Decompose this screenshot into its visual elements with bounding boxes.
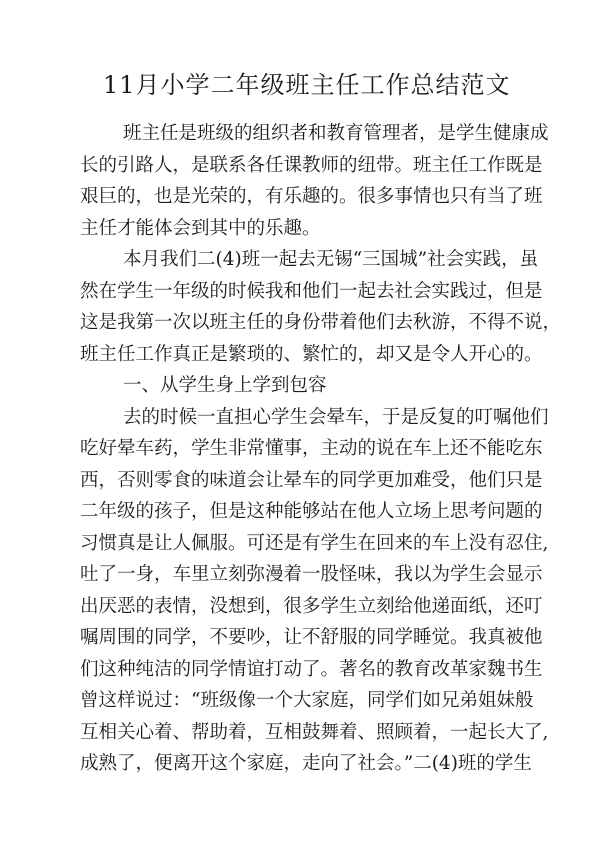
text-line: 本月我们二(4)班一起去无锡“三国城”社会实践，虽 <box>123 249 539 270</box>
paragraph-intro <box>0 118 600 244</box>
paragraph-tolerance <box>0 402 600 780</box>
paragraph-trip <box>0 244 600 370</box>
text-line: 习惯真是让人佩服。可还是有学生在回来的车上没有忍住, <box>80 532 549 554</box>
text-line: 主任才能体会到其中的乐趣。 <box>80 217 321 239</box>
text-line: 班主任工作真正是繁琐的、繁忙的，却又是令人开心的。 <box>80 343 543 365</box>
text-line: 们这种纯洁的同学情谊打动了。著名的教育改革家魏书生 <box>80 658 543 680</box>
text-line: 嘱周围的同学，不要吵，让不舒服的同学睡觉。我真被他 <box>80 627 543 648</box>
section-heading <box>0 370 600 402</box>
text-line: 吃好晕车药，学生非常懂事，主动的说在车上还不能吃东 <box>80 438 543 459</box>
text-line: 二年级的孩子，但是这种能够站在他人立场上思考问题的 <box>80 501 543 522</box>
text-line: 这是我第一次以班主任的身份带着他们去秋游，不得不说， <box>80 312 562 333</box>
document-title: 11月小学二年级班主任工作总结范文 <box>103 71 511 99</box>
section-heading-text: 一、从学生身上学到包容 <box>123 375 327 396</box>
text-line: 去的时候一直担心学生会晕车，于是反复的叮嘱他们 <box>123 406 549 428</box>
text-line: 西，否则零食的味道会让晕车的同学更加难受，他们只是 <box>80 469 543 491</box>
text-line: 然在学生一年级的时候我和他们一起去社会实践过，但是 <box>80 280 543 302</box>
text-line: 出厌恶的表情，没想到，很多学生立刻给他递面纸，还叮 <box>80 595 543 617</box>
text-line: 艰巨的，也是光荣的，有乐趣的。很多事情也只有当了班 <box>80 186 543 207</box>
text-line: 吐了一身，车里立刻弥漫着一股怪味，我以为学生会显示 <box>80 564 543 585</box>
text-line: 曾这样说过：“班级像一个大家庭，同学们如兄弟姐妹般 <box>80 690 534 711</box>
text-line: 成熟了，便离开这个家庭，走向了社会。”二(4)班的学生 <box>80 753 532 774</box>
text-line: 长的引路人，是联系各任课教师的纽带。班主任工作既是 <box>80 154 543 176</box>
text-line: 班主任是班级的组织者和教育管理者，是学生健康成 <box>123 123 549 144</box>
text-line: 互相关心着、帮助着，互相鼓舞着、照顾着，一起长大了, <box>80 721 549 743</box>
